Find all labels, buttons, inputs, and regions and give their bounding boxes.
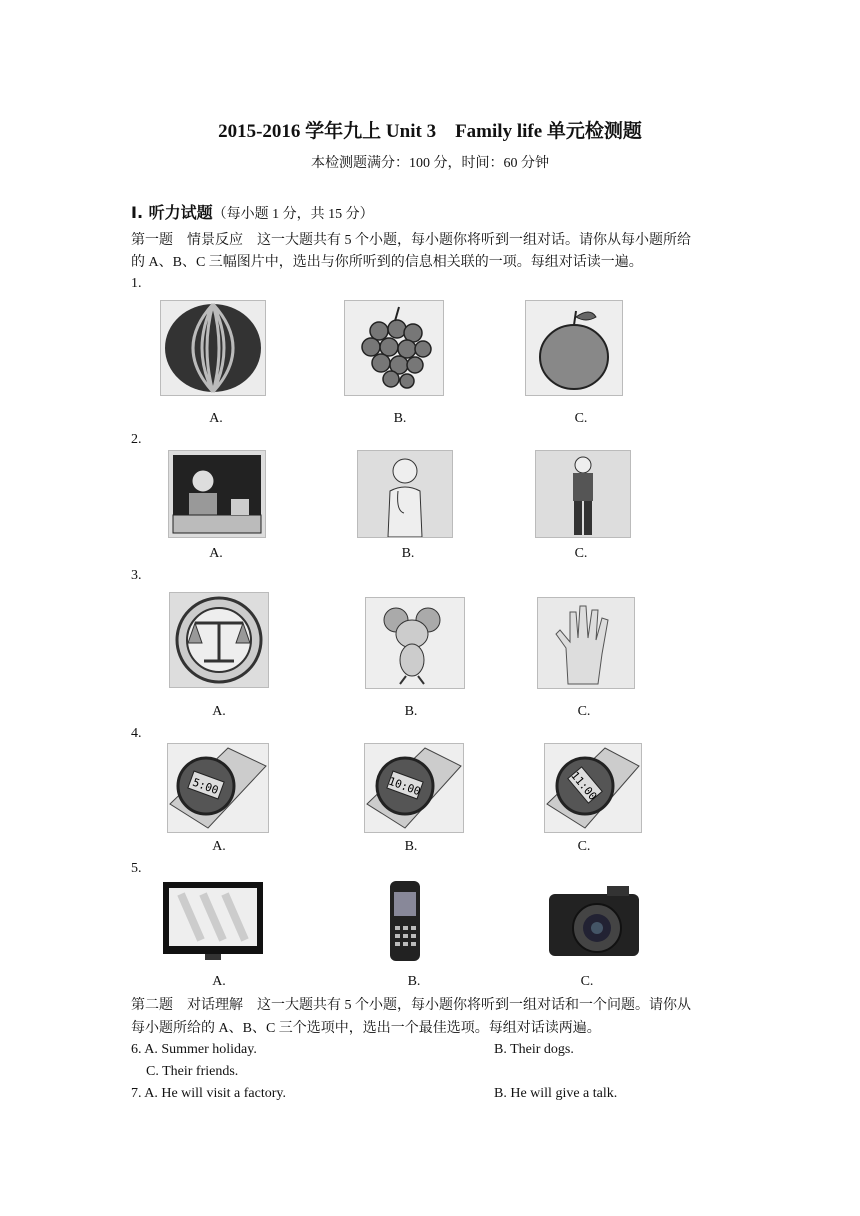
option-label: B. — [393, 411, 407, 426]
q7-option-a: 7. A. He will visit a factory. — [131, 1086, 287, 1101]
option-label: C. — [574, 546, 588, 561]
doctor-icon — [357, 450, 453, 538]
q7-option-b: B. He will give a talk. — [494, 1086, 618, 1101]
hand-icon — [537, 597, 635, 689]
watch-time: 10:00 — [386, 774, 423, 799]
page-title: 2015-2016 学年九上 Unit 3 Family life 单元检测题 — [218, 121, 642, 142]
watch-icon — [544, 743, 642, 833]
question-number: 4. — [131, 726, 142, 741]
phone-icon — [389, 880, 421, 962]
mouse-icon — [365, 597, 465, 689]
teacher-icon — [168, 450, 266, 538]
option-label: A. — [209, 411, 223, 426]
question-number: 3. — [131, 568, 142, 583]
q6-option-b: B. Their dogs. — [494, 1042, 574, 1057]
policeman-icon — [535, 450, 631, 538]
apple-icon — [525, 300, 623, 396]
instruction-line: 第一题 情景反应 这一大题共有 5 个小题，每小题你将听到一组对话。请你从每小题所给 — [131, 233, 691, 248]
watch-time: 11:00 — [568, 769, 600, 803]
watch-icon — [364, 743, 464, 833]
q6-option-a: 6. A. Summer holiday. — [131, 1042, 257, 1057]
option-label: C. — [574, 411, 588, 426]
option-label: C. — [580, 974, 594, 989]
section-title: Ⅰ. 听力试题 — [131, 203, 213, 222]
question-number: 1. — [131, 276, 142, 291]
option-label: C. — [577, 839, 591, 854]
option-label: B. — [401, 546, 415, 561]
option-label: A. — [212, 974, 226, 989]
instruction-line: 第二题 对话理解 这一大题共有 5 个小题，每小题你将听到一组对话和一个问题。请你从 — [131, 998, 691, 1013]
option-label: B. — [404, 704, 418, 719]
option-label: A. — [212, 704, 226, 719]
scales-icon — [169, 592, 269, 688]
section-note: （每小题 1 分，共 15 分） — [212, 207, 374, 222]
option-label: C. — [577, 704, 591, 719]
option-label: B. — [407, 974, 421, 989]
watch-icon — [167, 743, 269, 833]
instruction-line: 的 A、B、C 三幅图片中，选出与你所听到的信息相关联的一项。每组对话读一遍。 — [131, 255, 643, 270]
section-heading — [131, 200, 374, 223]
option-label: A. — [209, 546, 223, 561]
tv-icon — [161, 880, 265, 962]
watermelon-icon — [160, 300, 266, 396]
page-subtitle: 本检测题满分：100 分，时间：60 分钟 — [311, 156, 549, 171]
option-label: B. — [404, 839, 418, 854]
question-number: 2. — [131, 432, 142, 447]
question-number: 5. — [131, 861, 142, 876]
q6-option-c: C. Their friends. — [146, 1064, 239, 1079]
grapes-icon — [344, 300, 444, 396]
option-label: A. — [212, 839, 226, 854]
camera-icon — [547, 882, 641, 960]
watch-time: 5:00 — [190, 775, 221, 798]
instruction-line: 每小题所给的 A、B、C 三个选项中，选出一个最佳选项。每组对话读两遍。 — [131, 1021, 601, 1036]
